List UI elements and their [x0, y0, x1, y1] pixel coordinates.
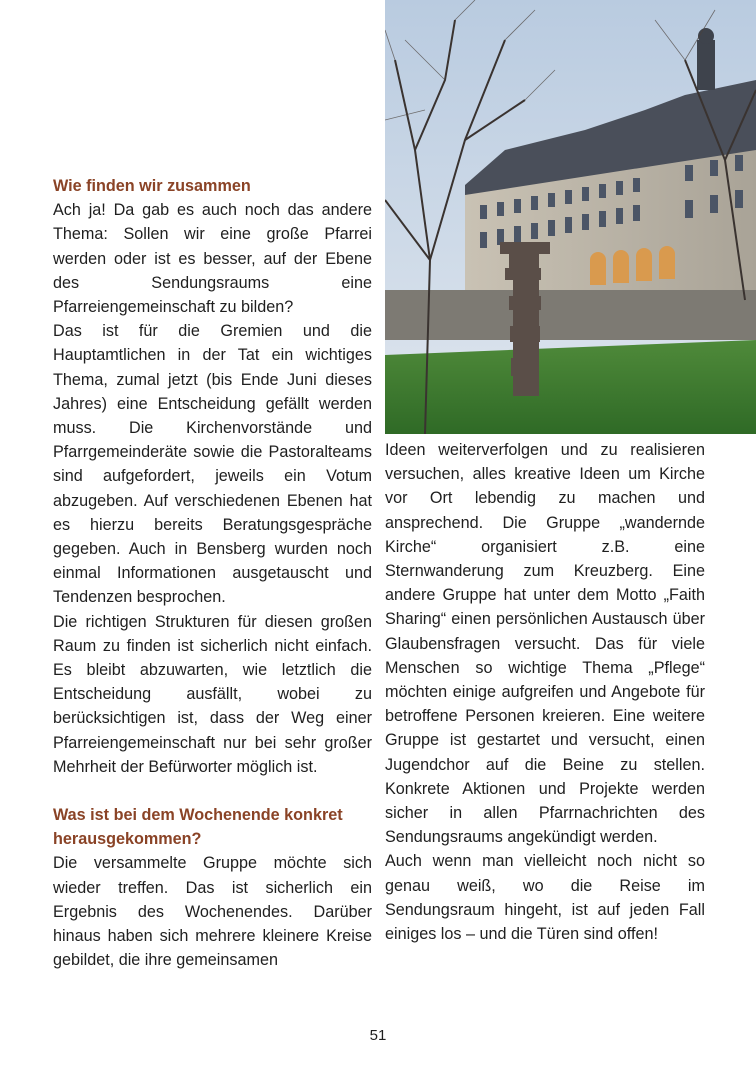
section-heading-wochenende: Was ist bei dem Wochenende konkret herausgekommen?	[53, 806, 343, 849]
paragraph: Ach ja! Da gab es auch noch das andere Thema: Sollen wir eine große Pfarrei werden oder ist es besser, auf der Ebene des Sendungsraums eine Pfarreiengemeinschaft zu bilden?	[53, 201, 372, 317]
page-number: 51	[369, 1027, 387, 1044]
paragraph: Die versammelte Gruppe möchte sich wieder treffen. Das ist sicherlich ein Ergebnis des Wochenendes. Darüber hinaus haben sich mehrere kleinere Kreise gebildet, die ihre gemeinsamen	[53, 854, 372, 970]
left-column	[53, 174, 372, 973]
right-column	[385, 438, 705, 946]
building-photo	[385, 0, 756, 434]
section-heading-zusammen: Wie finden wir zusammen	[53, 177, 251, 195]
paragraph: Das ist für die Gremien und die Hauptamtlichen in der Tat ein wichtiges Thema, zumal jetzt (bis Ende Juni dieses Jahres) eine Entscheidung gefällt werden muss. Die Kirchenvorstände und Pfarrgemeinderäte sowie die Pastoralteams sind aufgefordert, jeweils ein Votum abzugeben. Auf verschiedenen Ebenen hat es hierzu bereits Beratungsgespräche gegeben. Auch in Bensberg wurden noch einmal Informationen ausgetauscht und Tendenzen besprochen.	[53, 322, 372, 607]
paragraph: Die richtigen Strukturen für diesen großen Raum zu finden ist sicherlich nicht einfach. Es bleibt abzuwarten, wie letztlich die Entscheidung ausfällt, wobei zu berücksichtigen ist, dass der Weg einer Pfarreiengemeinschaft nur bei sehr großer Mehrheit der Befürworter möglich ist.	[53, 612, 372, 776]
paragraph: Ideen weiterverfolgen und zu realisieren versuchen, alles kreative Ideen um Kirche vor Ort lebendig zu machen und ansprechend. Die Gruppe „wandernde Kirche“ organisiert z.B. eine Sternwanderung zum Kreuzberg. Eine andere Gruppe hat unter dem Motto „Faith Sharing“ einen persönlichen Austausch über Glaubensfragen versucht. Das für viele Menschen so wichtige Thema „Pflege“ möchten einige aufgreifen und Angebote für betroffene Personen kreieren. Eine weitere Gruppe ist gestartet und versucht, einen Jugendchor auf die Beine zu stellen. Konkrete Aktionen und Projekte werden sicher in allen Pfarrnachrichten des Sendungsraums angekündigt werden.	[385, 441, 705, 847]
spacer	[53, 779, 372, 803]
paragraph: Auch wenn man vielleicht noch nicht so genau weiß, wo die Reise im Sendungsraum hingeht, ist auf jeden Fall einiges los – und die Türen sind offen!	[385, 852, 705, 944]
